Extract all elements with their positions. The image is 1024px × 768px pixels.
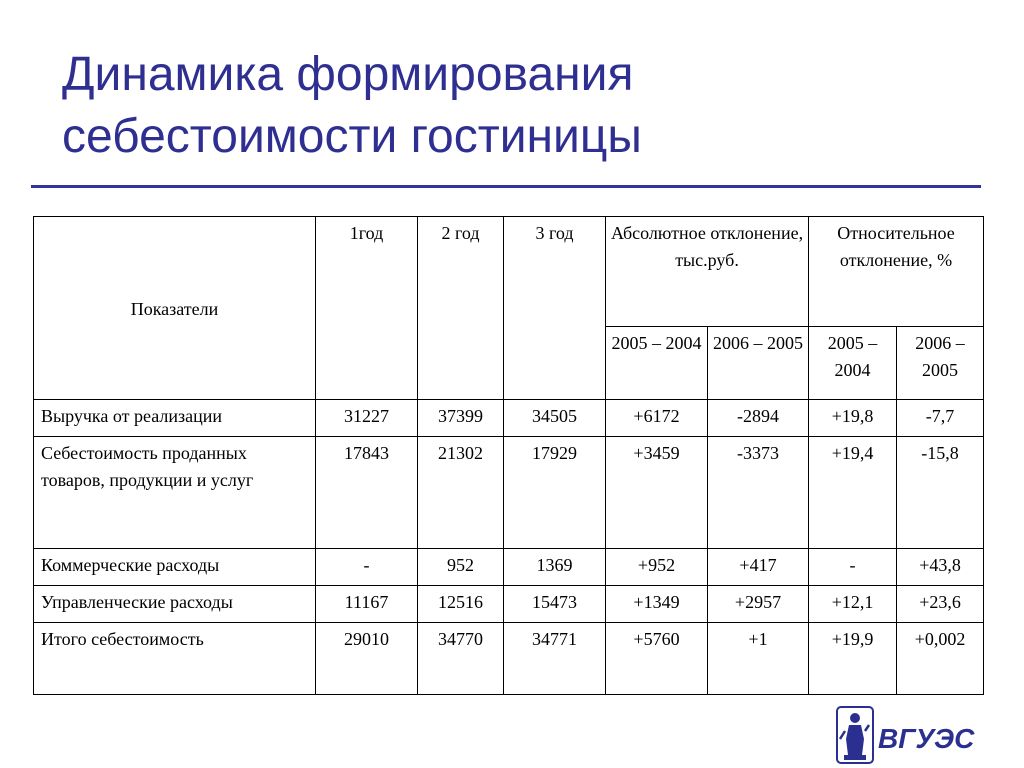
university-logo — [836, 705, 996, 765]
row-label: Себестоимость проданных товаров, продукции и услуг — [34, 437, 316, 549]
cost-dynamics-table — [33, 216, 984, 695]
row-label: Итого себестоимость — [34, 623, 316, 695]
cell-year2: 952 — [418, 549, 504, 586]
cell-year1: 29010 — [316, 623, 418, 695]
table-row — [34, 437, 984, 549]
header-year3: 3 год — [504, 217, 606, 400]
cell-rel-2005-2004: +12,1 — [809, 586, 897, 623]
cell-year1: - — [316, 549, 418, 586]
cell-year1: 17843 — [316, 437, 418, 549]
cell-abs-2005-2004: +952 — [606, 549, 708, 586]
row-label: Управленческие расходы — [34, 586, 316, 623]
header-row — [34, 217, 984, 327]
cell-rel-2006-2005: +43,8 — [897, 549, 984, 586]
cell-year1: 11167 — [316, 586, 418, 623]
header-year1: 1год — [316, 217, 418, 400]
cell-abs-2006-2005: -2894 — [708, 400, 809, 437]
subheader-rel-2005-2004: 2005 – 2004 — [809, 327, 897, 400]
table-row — [34, 623, 984, 695]
table-row — [34, 549, 984, 586]
cell-abs-2006-2005: +2957 — [708, 586, 809, 623]
university-logo-text: ВГУЭС — [878, 723, 975, 754]
cell-year2: 34770 — [418, 623, 504, 695]
cell-rel-2005-2004: - — [809, 549, 897, 586]
cell-rel-2005-2004: +19,4 — [809, 437, 897, 549]
cell-rel-2006-2005: -7,7 — [897, 400, 984, 437]
header-indicators: Показатели — [34, 217, 316, 400]
cell-abs-2005-2004: +1349 — [606, 586, 708, 623]
cell-year2: 37399 — [418, 400, 504, 437]
cell-abs-2005-2004: +6172 — [606, 400, 708, 437]
slide-title-line1: Динамика формирования — [62, 48, 634, 101]
row-label: Коммерческие расходы — [34, 549, 316, 586]
row-label: Выручка от реализации — [34, 400, 316, 437]
title-divider — [31, 185, 981, 188]
cell-abs-2006-2005: +417 — [708, 549, 809, 586]
subheader-abs-2005-2004: 2005 – 2004 — [606, 327, 708, 400]
cell-rel-2006-2005: -15,8 — [897, 437, 984, 549]
cell-year2: 12516 — [418, 586, 504, 623]
statue-emblem-icon — [837, 707, 873, 763]
header-year2: 2 год — [418, 217, 504, 400]
cell-rel-2006-2005: +23,6 — [897, 586, 984, 623]
subheader-abs-2006-2005: 2006 – 2005 — [708, 327, 809, 400]
subheader-rel-2006-2005: 2006 – 2005 — [897, 327, 984, 400]
cell-year3: 34505 — [504, 400, 606, 437]
slide-title-line2: себестоимости гостиницы — [62, 110, 642, 163]
header-absolute-deviation: Абсолютное отклонение, тыс.руб. — [606, 217, 809, 327]
cell-year2: 21302 — [418, 437, 504, 549]
cell-rel-2005-2004: +19,9 — [809, 623, 897, 695]
cell-year3: 17929 — [504, 437, 606, 549]
cell-abs-2005-2004: +3459 — [606, 437, 708, 549]
cell-abs-2006-2005: -3373 — [708, 437, 809, 549]
cell-year3: 34771 — [504, 623, 606, 695]
cell-abs-2005-2004: +5760 — [606, 623, 708, 695]
cell-year3: 1369 — [504, 549, 606, 586]
cell-rel-2005-2004: +19,8 — [809, 400, 897, 437]
cell-rel-2006-2005: +0,002 — [897, 623, 984, 695]
header-relative-deviation: Относительное отклонение, % — [809, 217, 984, 327]
slide-title — [62, 44, 962, 168]
cell-year3: 15473 — [504, 586, 606, 623]
table-row — [34, 586, 984, 623]
cell-year1: 31227 — [316, 400, 418, 437]
cell-abs-2006-2005: +1 — [708, 623, 809, 695]
table-row — [34, 400, 984, 437]
